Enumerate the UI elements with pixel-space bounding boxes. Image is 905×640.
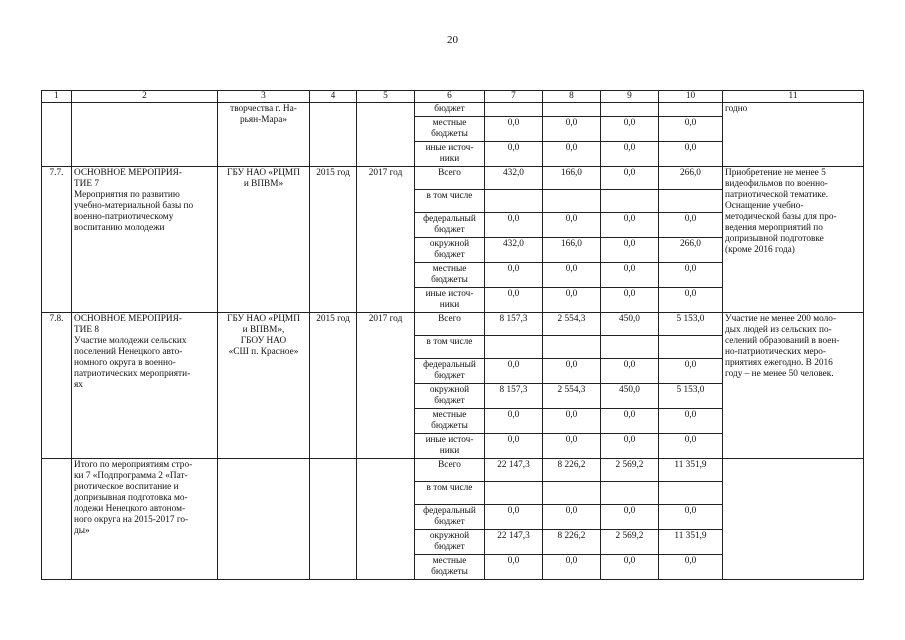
amount-cell: 266,0: [659, 238, 723, 263]
amount-cell: 2 569,2: [601, 530, 659, 555]
amount-cell: 22 147,3: [485, 530, 543, 555]
activity-name-cell: Итого по мероприятиям стро- ки 7 «Подпрограмма 2 «Пат- риотическое воспитание и допризывная подготовка мо- лодежи Ненецкого автоном- ного округа на 2015-2017 го- ды»: [72, 459, 218, 580]
column-number: 9: [601, 91, 659, 103]
amount-cell: 166,0: [543, 167, 601, 190]
page-number: 20: [447, 34, 458, 46]
row-number-cell: 7.7.: [42, 167, 72, 313]
executor-cell: [218, 459, 310, 580]
amount-cell: [543, 336, 601, 359]
table-row: [42, 313, 864, 336]
expected-result-cell: [723, 459, 864, 580]
amount-cell: 0,0: [601, 142, 659, 167]
column-number: 10: [659, 91, 723, 103]
funding-source-cell: окружной бюджет: [415, 384, 485, 409]
amount-cell: 2 569,2: [601, 459, 659, 482]
column-number: 1: [42, 91, 72, 103]
amount-cell: 0,0: [601, 238, 659, 263]
funding-source-cell: в том числе: [415, 190, 485, 213]
funding-source-cell: иные источ- ники: [415, 434, 485, 459]
activity-name-cell: ОСНОВНОЕ МЕРОПРИЯ- ТИЕ 8 Участие молодежи сельских поселений Ненецкого авто- номного округа в военно- патриотических мероприяти- ях: [72, 313, 218, 459]
amount-cell: [601, 336, 659, 359]
start-year-cell: [310, 459, 357, 580]
program-table: [41, 90, 864, 580]
table-row: [42, 167, 864, 190]
amount-cell: 0,0: [543, 288, 601, 313]
funding-source-cell: Всего: [415, 459, 485, 482]
funding-source-cell: иные источ- ники: [415, 142, 485, 167]
column-number-row: [42, 91, 864, 103]
amount-cell: 0,0: [543, 434, 601, 459]
amount-cell: 0,0: [601, 409, 659, 434]
funding-source-cell: окружной бюджет: [415, 238, 485, 263]
amount-cell: 450,0: [601, 384, 659, 409]
expected-result-cell: Приобретение не менее 5 видеофильмов по военно- патриотической тематике. Оснащение учебно- методической базы для про- ведения мероприятий по допризывной подготовке (кроме 2016 года): [723, 167, 864, 313]
amount-cell: 5 153,0: [659, 384, 723, 409]
funding-source-cell: местные бюджеты: [415, 409, 485, 434]
amount-cell: 0,0: [659, 288, 723, 313]
funding-source-cell: местные бюджеты: [415, 117, 485, 142]
table-row: [42, 103, 864, 117]
column-number: 2: [72, 91, 218, 103]
amount-cell: [659, 482, 723, 505]
column-number: 5: [357, 91, 415, 103]
amount-cell: 8 226,2: [543, 530, 601, 555]
amount-cell: 0,0: [659, 555, 723, 580]
start-year-cell: 2015 год: [310, 167, 357, 313]
amount-cell: [601, 482, 659, 505]
funding-source-cell: иные источ- ники: [415, 288, 485, 313]
amount-cell: [485, 190, 543, 213]
amount-cell: 0,0: [485, 555, 543, 580]
end-year-cell: [357, 459, 415, 580]
start-year-cell: 2015 год: [310, 313, 357, 459]
amount-cell: [485, 103, 543, 117]
amount-cell: [485, 336, 543, 359]
funding-source-cell: Всего: [415, 167, 485, 190]
amount-cell: 0,0: [601, 263, 659, 288]
amount-cell: 0,0: [601, 288, 659, 313]
amount-cell: 0,0: [485, 409, 543, 434]
funding-source-cell: местные бюджеты: [415, 555, 485, 580]
amount-cell: 0,0: [485, 213, 543, 238]
end-year-cell: 2017 год: [357, 167, 415, 313]
amount-cell: 0,0: [485, 505, 543, 530]
funding-source-cell: в том числе: [415, 336, 485, 359]
amount-cell: 0,0: [485, 142, 543, 167]
amount-cell: [659, 190, 723, 213]
amount-cell: 0,0: [659, 142, 723, 167]
amount-cell: 0,0: [659, 505, 723, 530]
amount-cell: 0,0: [543, 555, 601, 580]
column-number: 3: [218, 91, 310, 103]
funding-source-cell: в том числе: [415, 482, 485, 505]
amount-cell: 0,0: [485, 288, 543, 313]
amount-cell: 0,0: [659, 409, 723, 434]
executor-cell: творчества г. На- рьян-Мара»: [218, 103, 310, 167]
amount-cell: 2 554,3: [543, 313, 601, 336]
amount-cell: [659, 336, 723, 359]
amount-cell: 0,0: [659, 434, 723, 459]
amount-cell: 0,0: [659, 117, 723, 142]
expected-result-cell: годно: [723, 103, 864, 167]
funding-source-cell: федеральный бюджет: [415, 505, 485, 530]
start-year-cell: [310, 103, 357, 167]
funding-source-cell: федеральный бюджет: [415, 213, 485, 238]
amount-cell: 0,0: [543, 213, 601, 238]
row-number-cell: [42, 103, 72, 167]
amount-cell: 0,0: [659, 263, 723, 288]
amount-cell: 0,0: [485, 117, 543, 142]
amount-cell: 166,0: [543, 238, 601, 263]
column-number: 4: [310, 91, 357, 103]
executor-cell: ГБУ НАО «РЦМП и ВПВМ», ГБОУ НАО «СШ п. Красное»: [218, 313, 310, 459]
funding-source-cell: бюджет: [415, 103, 485, 117]
column-number: 7: [485, 91, 543, 103]
amount-cell: 0,0: [543, 505, 601, 530]
amount-cell: 0,0: [601, 213, 659, 238]
activity-name-cell: [72, 103, 218, 167]
amount-cell: 0,0: [485, 359, 543, 384]
row-number-cell: 7.8.: [42, 313, 72, 459]
amount-cell: [543, 190, 601, 213]
funding-source-cell: местные бюджеты: [415, 263, 485, 288]
amount-cell: 0,0: [601, 167, 659, 190]
amount-cell: 0,0: [601, 117, 659, 142]
amount-cell: 450,0: [601, 313, 659, 336]
amount-cell: 0,0: [543, 359, 601, 384]
expected-result-cell: Участие не менее 200 моло- дых людей из сельских по- селений образований в воен- но-патриотических меро- приятиях ежегодно. В 2016 году – не менее 50 человек.: [723, 313, 864, 459]
amount-cell: 8 226,2: [543, 459, 601, 482]
funding-source-cell: федеральный бюджет: [415, 359, 485, 384]
amount-cell: 0,0: [543, 263, 601, 288]
amount-cell: [543, 103, 601, 117]
amount-cell: 5 153,0: [659, 313, 723, 336]
activity-name-cell: ОСНОВНОЕ МЕРОПРИЯ- ТИЕ 7 Мероприятия по развитию учебно-материальной базы по военно-патриотическому воспитанию молодежи: [72, 167, 218, 313]
amount-cell: 432,0: [485, 238, 543, 263]
amount-cell: 0,0: [485, 263, 543, 288]
table-row: [42, 459, 864, 482]
amount-cell: 0,0: [601, 359, 659, 384]
amount-cell: 11 351,9: [659, 459, 723, 482]
amount-cell: 0,0: [543, 117, 601, 142]
amount-cell: [601, 103, 659, 117]
executor-cell: ГБУ НАО «РЦМП и ВПВМ»: [218, 167, 310, 313]
amount-cell: 0,0: [543, 142, 601, 167]
amount-cell: [485, 482, 543, 505]
row-number-cell: [42, 459, 72, 580]
column-number: 6: [415, 91, 485, 103]
amount-cell: 0,0: [543, 409, 601, 434]
amount-cell: 22 147,3: [485, 459, 543, 482]
amount-cell: [543, 482, 601, 505]
amount-cell: [601, 190, 659, 213]
amount-cell: 8 157,3: [485, 384, 543, 409]
amount-cell: 0,0: [601, 555, 659, 580]
amount-cell: 0,0: [601, 505, 659, 530]
end-year-cell: [357, 103, 415, 167]
column-number: 11: [723, 91, 864, 103]
amount-cell: 0,0: [659, 213, 723, 238]
amount-cell: 11 351,9: [659, 530, 723, 555]
amount-cell: 0,0: [659, 359, 723, 384]
amount-cell: 266,0: [659, 167, 723, 190]
end-year-cell: 2017 год: [357, 313, 415, 459]
amount-cell: 2 554,3: [543, 384, 601, 409]
amount-cell: 0,0: [601, 434, 659, 459]
amount-cell: 8 157,3: [485, 313, 543, 336]
column-number: 8: [543, 91, 601, 103]
funding-source-cell: Всего: [415, 313, 485, 336]
funding-source-cell: окружной бюджет: [415, 530, 485, 555]
amount-cell: [659, 103, 723, 117]
amount-cell: 0,0: [485, 434, 543, 459]
amount-cell: 432,0: [485, 167, 543, 190]
